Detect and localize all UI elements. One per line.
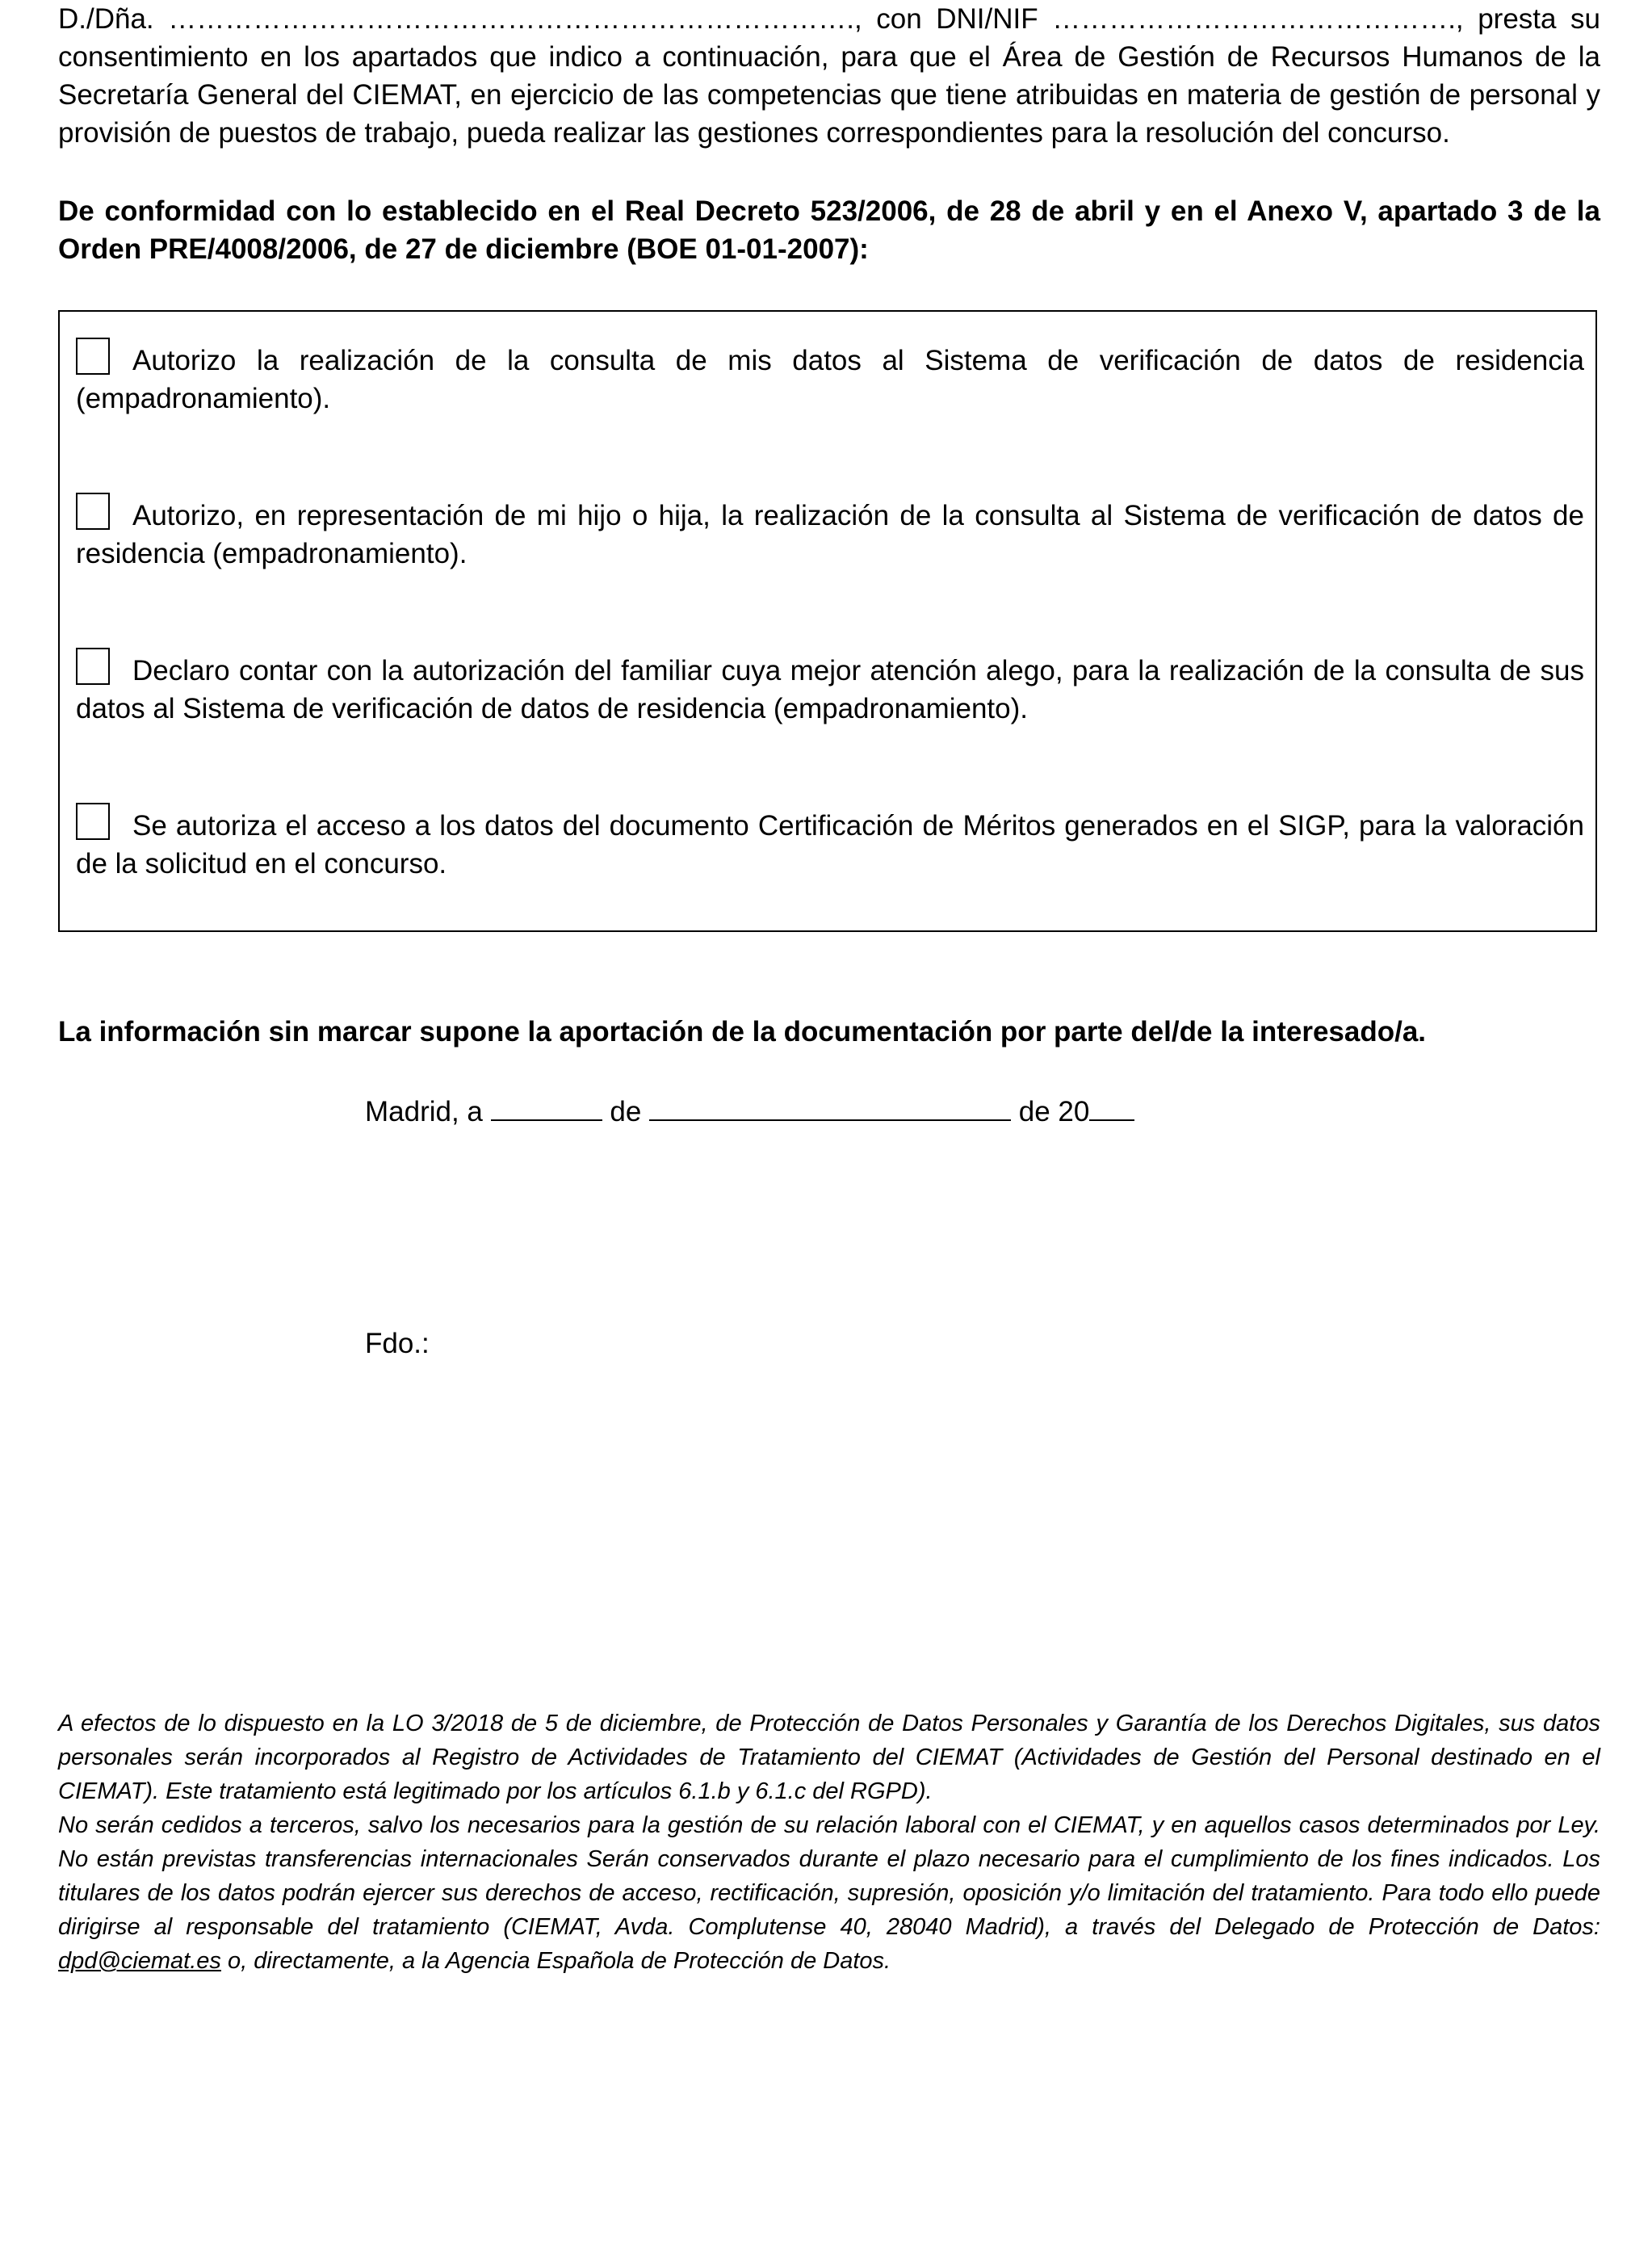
date-line [365, 1090, 1134, 1131]
year-blank[interactable] [1089, 1090, 1134, 1121]
option-label: Autorizo, en representación de mi hijo o hija, la realización de la consulta al Sistema de verificación de datos de residencia (empadronamiento). [76, 500, 1584, 569]
day-blank[interactable] [491, 1090, 602, 1121]
consent-options-box [58, 310, 1597, 932]
intro-first-line [58, 0, 1600, 38]
signature-label: Fdo.: [365, 1328, 430, 1359]
option-label: Declaro contar con la autorización del familiar cuya mejor atención alego, para la realización de la consulta de sus datos al Sistema de verificación de datos de residencia (empadronamiento). [76, 655, 1584, 724]
dni-label: DNI/NIF [936, 3, 1038, 35]
dni-blank[interactable]: ……………………………………., [1052, 3, 1464, 35]
dpd-email-link[interactable]: dpd@ciemat.es [58, 1948, 221, 1974]
legal-paragraph-2 [58, 1808, 1600, 1978]
intro-body: consentimiento en los apartados que indico a continuación, para que el Área de Gestión de Recursos Humanos de la Secretaría General del CIEMAT, en ejercicio de las competencias que tiene atribuidas en materia de gestión de personal y provisión de puestos de trabajo, pueda realizar las gestiones correspondientes para la resolución del concurso. [58, 41, 1600, 149]
presta-word: presta [1478, 3, 1557, 35]
intro-paragraph [58, 0, 1600, 152]
checkbox-merits-certificate[interactable] [76, 803, 110, 840]
name-blank[interactable]: ………………………………………………………………., [168, 3, 862, 35]
consent-option-residence-relative [76, 648, 1584, 728]
checkbox-residence-relative[interactable] [76, 648, 110, 685]
data-protection-notice [58, 1707, 1600, 1978]
city-label: Madrid, a [365, 1096, 483, 1127]
title-prefix: D./Dña. [58, 3, 154, 35]
consent-option-residence-child [76, 493, 1584, 573]
su-word: su [1570, 3, 1601, 35]
decree-statement: De conformidad con lo establecido en el Real Decreto 523/2006, de 28 de abril y en el Anexo V, apartado 3 de la Orden PRE/4008/2006, de 27 de diciembre (BOE 01-01-2007): [58, 195, 1600, 265]
legal-paragraph-1: A efectos de lo dispuesto en la LO 3/2018 de 5 de diciembre, de Protección de Datos Personales y Garantía de los Derechos Digitales, sus datos personales serán incorporados al Registro de Actividades de Tratamiento del CIEMAT (Actividades de Gestión del Personal destinado en el CIEMAT). Este tratamiento está legitimado por los artículos 6.1.b y 6.1.c del RGPD). [58, 1711, 1600, 1804]
legal-paragraph-2-text: No serán cedidos a terceros, salvo los necesarios para la gestión de su relación laboral con el CIEMAT, y en aquellos casos determinados por Ley. No están previstas transferencias internacionales Serán conservados durante el plazo necesario para el cumplimiento de los fines indicados. Los titulares de los datos podrán ejercer sus derechos de acceso, rectificación, supresión, oposición y/o limitación del tratamiento. Para todo ello puede dirigirse al responsable del tratamiento (CIEMAT, Avda. Complutense 40, 28040 Madrid), a través del Delegado de Protección de Datos: [58, 1812, 1600, 1940]
consent-option-residence-self [76, 338, 1584, 418]
unmarked-note: La información sin marcar supone la aportación de la documentación por parte del/de la interesado/a. [58, 1016, 1427, 1048]
option-label: Se autoriza el acceso a los datos del documento Certificación de Méritos generados en el SIGP, para la valoración de la solicitud en el concurso. [76, 810, 1584, 880]
option-label: Autorizo la realización de la consulta de mis datos al Sistema de verificación de datos de residencia (empadronamiento). [76, 345, 1584, 414]
month-blank[interactable] [649, 1090, 1011, 1121]
de-label-1: de [610, 1096, 642, 1127]
legal-paragraph-2-end: o, directamente, a la Agencia Española de Protección de Datos. [220, 1948, 891, 1974]
checkbox-residence-child[interactable] [76, 493, 110, 530]
con-word: con [876, 3, 922, 35]
de-label-2: de 20 [1018, 1096, 1090, 1127]
consent-option-merits-certificate [76, 803, 1584, 883]
checkbox-residence-self[interactable] [76, 338, 110, 375]
